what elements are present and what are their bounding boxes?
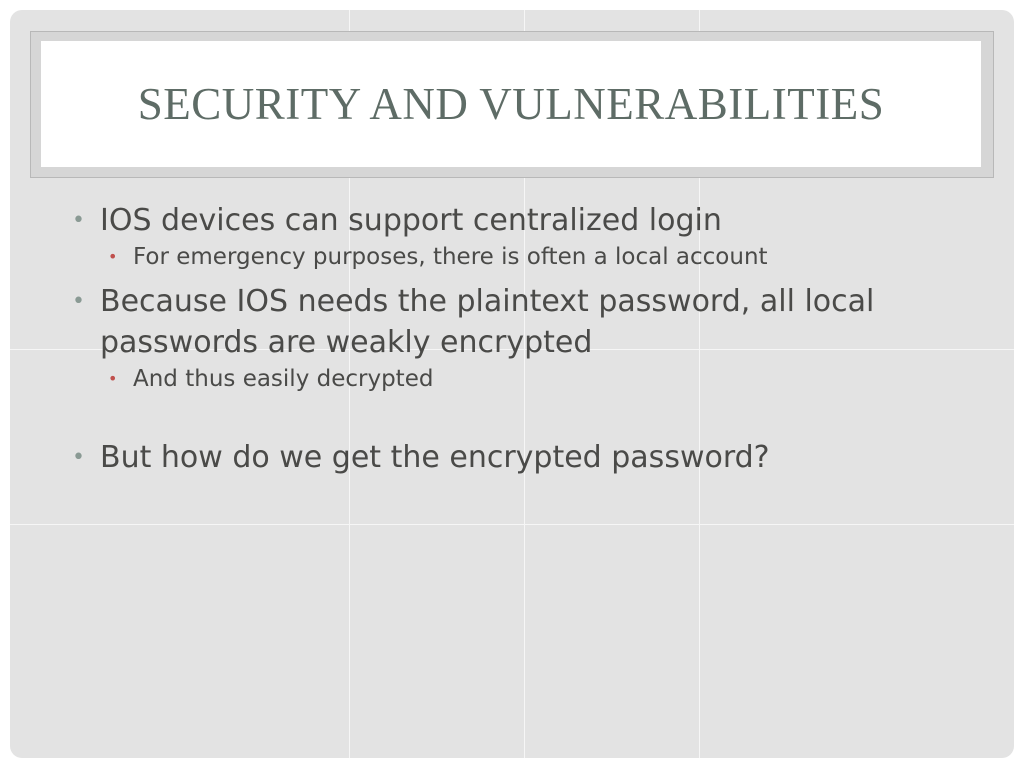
bullet-text: Because IOS needs the plaintext password, all local passwords are weakly encrypted [100,284,875,360]
bullet-icon: • [72,445,85,470]
bullet-item [72,281,972,363]
bullet-item [72,437,972,478]
title-frame [30,31,994,178]
title-box [41,41,981,167]
bullet-text: IOS devices can support centralized login [100,203,722,238]
bullet-icon: • [72,289,85,314]
slide [10,10,1014,758]
sub-bullet-item [72,363,972,395]
sub-bullet-icon: • [108,247,118,266]
bullet-text: But how do we get the encrypted password? [100,440,770,475]
slide-content [72,200,972,478]
sub-bullet-icon: • [108,369,118,388]
background-grid-line [10,524,1014,525]
sub-bullet-text: For emergency purposes, there is often a local account [133,244,768,270]
slide-title: SECURITY AND VULNERABILITIES [137,79,885,129]
sub-bullet-item [72,241,972,273]
bullet-item [72,200,972,241]
bullet-icon: • [72,208,85,233]
sub-bullet-text: And thus easily decrypted [133,366,434,392]
